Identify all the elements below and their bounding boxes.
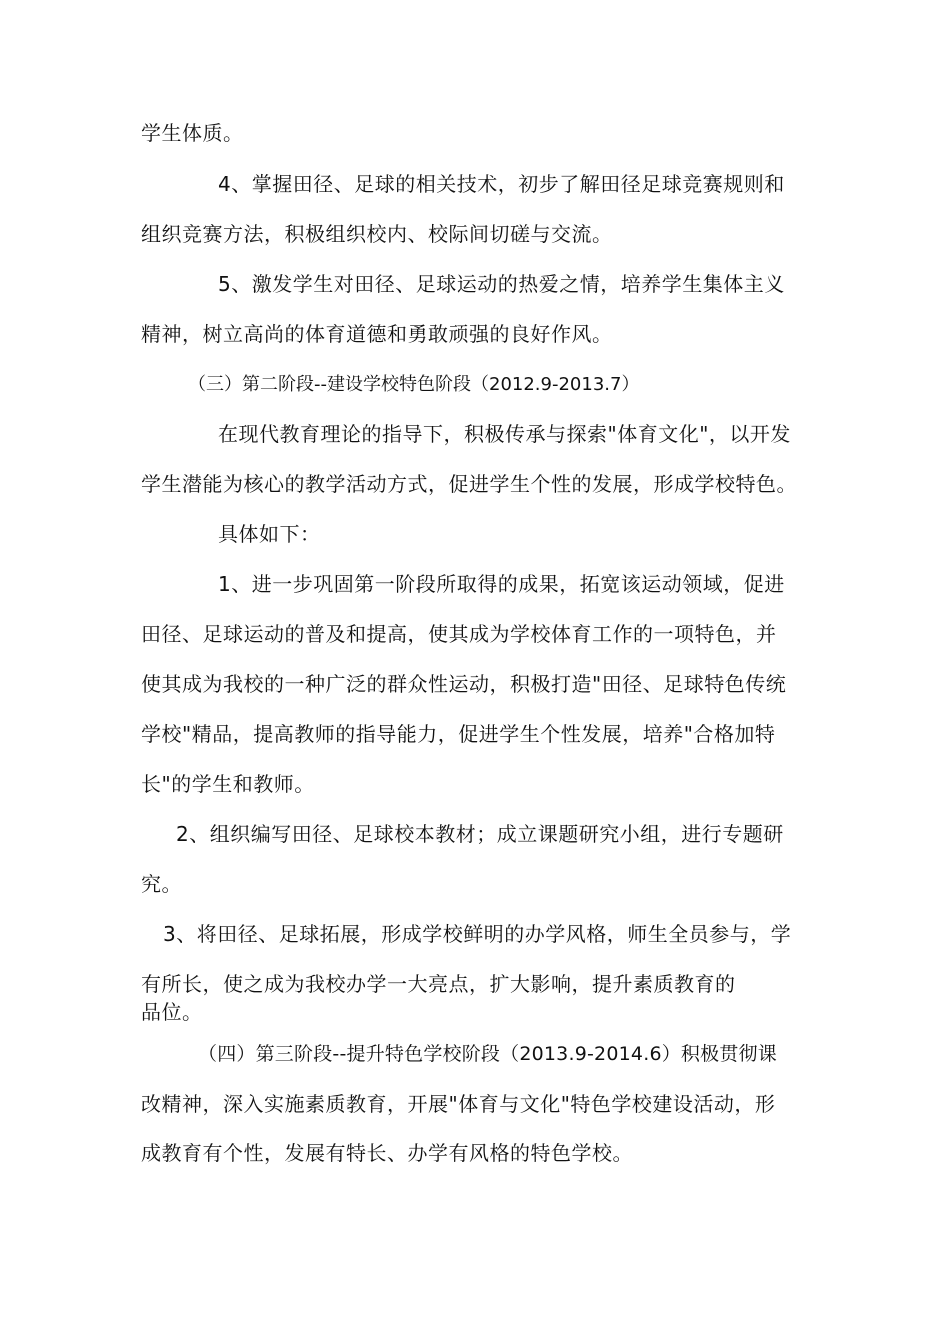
text-line: 3、将田径、足球拓展，形成学校鲜明的办学风格，师生全员参与，学 (163, 922, 792, 946)
text-line: 5、激发学生对田径、足球运动的热爱之情，培养学生集体主义 (218, 272, 785, 296)
text-line: 品位。 (141, 1000, 203, 1024)
text-line: 有所长，使之成为我校办学一大亮点，扩大影响，提升素质教育的 (141, 972, 736, 996)
text-line: 学生潜能为核心的教学活动方式，促进学生个性的发展，形成学校特色。 (141, 472, 797, 496)
text-line: 1、进一步巩固第一阶段所取得的成果，拓宽该运动领域，促进 (218, 572, 785, 596)
text-line: 使其成为我校的一种广泛的群众性运动，积极打造"田径、足球特色传统 (141, 672, 787, 696)
text-line: 具体如下： (218, 522, 321, 546)
section-heading: （三）第二阶段--建设学校特色阶段（2012.9-2013.7） (188, 374, 640, 395)
text-line: 组织竞赛方法，积极组织校内、校际间切磋与交流。 (141, 222, 613, 246)
text-line: 2、组织编写田径、足球校本教材；成立课题研究小组，进行专题研 (176, 822, 784, 846)
text-line: 改精神，深入实施素质教育，开展"体育与文化"特色学校建设活动，形 (141, 1092, 776, 1116)
text-line: 究。 (141, 872, 182, 896)
text-line: 4、掌握田径、足球的相关技术，初步了解田径足球竞赛规则和 (218, 172, 785, 196)
section-heading: （四）第三阶段--提升特色学校阶段（2013.9-2014.6）积极贯彻课 (198, 1043, 777, 1065)
text-line: 长"的学生和教师。 (141, 772, 315, 796)
text-line: 田径、足球运动的普及和提高，使其成为学校体育工作的一项特色，并 (141, 622, 777, 646)
text-line: 在现代教育理论的指导下，积极传承与探索"体育文化"，以开发 (218, 422, 791, 446)
text-line: 成教育有个性，发展有特长、办学有风格的特色学校。 (141, 1141, 633, 1165)
text-line: 精神，树立高尚的体育道德和勇敢顽强的良好作风。 (141, 322, 613, 346)
text-line: 学校"精品，提高教师的指导能力，促进学生个性发展，培养"合格加特 (141, 722, 776, 746)
text-line: 学生体质。 (141, 121, 244, 145)
